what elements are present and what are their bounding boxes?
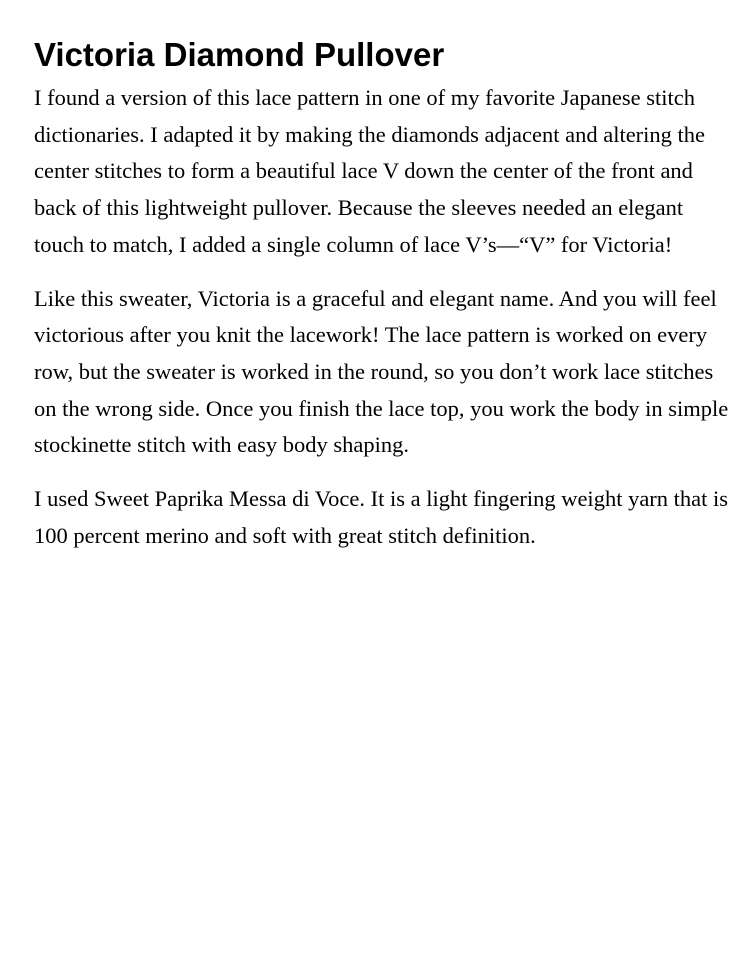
paragraph-intro: I found a version of this lace pattern in one of my favorite Japanese stitch dictionaries. I adapted it by making the diamonds adjacent and altering the center stitches to form a beautiful lace V down the center of the front and back of this lightweight pullover. Because the sleeves needed an elegant touch to match, I added a single column of lace V’s—“V” for Victoria! xyxy=(34,85,706,257)
page-title: Victoria Diamond Pullover xyxy=(34,36,445,73)
paragraph-description: Like this sweater, Victoria is a graceful and elegant name. And you will feel victorious after you knit the lacework! The lace pattern is worked on every row, but the sweater is worked in the round, so you don’t work lace stitches on the wrong side. Once you finish the lace top, you work the body in simple stockinette stitch with easy body shaping. xyxy=(34,285,729,458)
document-page xyxy=(34,36,734,571)
paragraph-yarn: I used Sweet Paprika Messa di Voce. It is a light fingering weight yarn that is 100 percent merino and soft with great stitch definition. xyxy=(34,486,729,548)
